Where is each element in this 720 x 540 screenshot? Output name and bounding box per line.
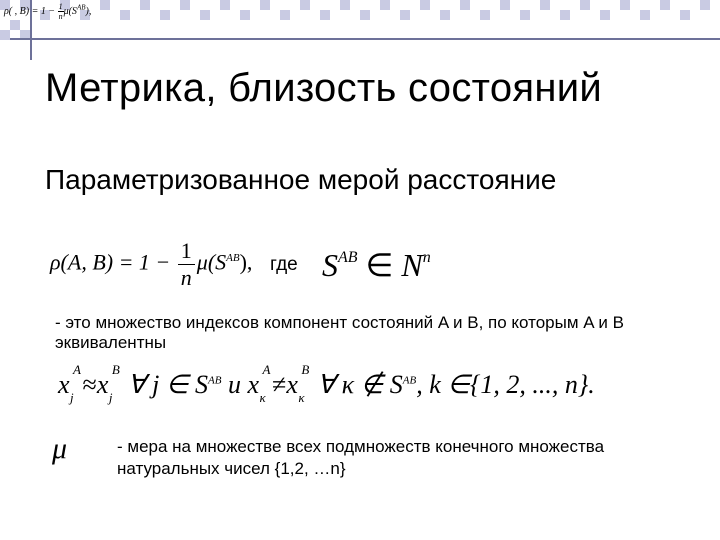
var-x: x	[58, 370, 70, 399]
checker-square	[360, 10, 370, 20]
header-horizontal-rule	[10, 38, 720, 40]
var-x-b-j	[96, 362, 120, 405]
checker-square	[140, 0, 150, 10]
checker-square	[0, 30, 10, 40]
distance-formula	[50, 238, 252, 291]
index-set-symbol: S	[322, 247, 338, 283]
checker-square	[240, 10, 250, 20]
checker-square	[400, 10, 410, 20]
approx-symbol: ≈	[82, 370, 97, 399]
checker-square	[300, 0, 310, 10]
mu-symbol: μ	[52, 432, 68, 465]
naturals-sup: n	[422, 249, 431, 266]
checker-square	[420, 0, 430, 10]
slide-subtitle: Параметризованное мерой расстояние	[45, 164, 557, 195]
checker-square	[600, 10, 610, 20]
corner-formula-rhs: μ(S	[63, 5, 77, 17]
checker-square	[500, 0, 510, 10]
checker-square	[160, 10, 170, 20]
var-sub: κ	[259, 390, 266, 405]
checker-square	[560, 10, 570, 20]
equivalence-formula	[58, 362, 595, 405]
slide-title: Метрика, близость состояний	[45, 66, 603, 110]
checker-square	[540, 0, 550, 10]
checker-square	[100, 0, 110, 10]
not-equal-symbol: ≠	[272, 370, 287, 399]
and-word: u	[221, 370, 248, 399]
var-sub: κ	[298, 390, 305, 405]
var-sup: B	[301, 362, 310, 377]
var-sup: A	[262, 362, 271, 377]
checker-square	[640, 10, 650, 20]
distance-formula-end: ),	[239, 249, 253, 275]
checker-square	[700, 0, 710, 10]
distance-frac-num: 1	[178, 238, 195, 265]
forall-k-clause: ∀ κ ∉ S	[310, 370, 403, 399]
corner-frac-num: 1	[58, 2, 63, 11]
var-x-b-k	[286, 362, 310, 405]
distance-frac-den: n	[180, 265, 192, 290]
checker-square	[380, 0, 390, 10]
checker-square	[680, 10, 690, 20]
checker-square	[580, 0, 590, 10]
forall-k-sup: AB	[402, 374, 417, 387]
checker-square	[440, 10, 450, 20]
element-of-symbol: ∈	[357, 247, 402, 283]
checker-square	[520, 10, 530, 20]
checker-square	[660, 0, 670, 10]
checker-square	[200, 10, 210, 20]
distance-formula-rhs: μ(S	[196, 249, 227, 275]
forall-j-sup: AB	[208, 374, 222, 387]
corner-frac-den: n	[58, 12, 63, 21]
var-x: x	[247, 370, 260, 399]
checker-square	[120, 10, 130, 20]
where-label: где	[270, 254, 298, 275]
checker-square	[10, 20, 20, 30]
naturals-symbol: N	[401, 247, 423, 283]
distance-formula-lhs: ρ(A, B) = 1 −	[50, 249, 176, 275]
corner-formula-lhs: ρ( , B) = 1 −	[4, 5, 58, 17]
corner-formula-end: ),	[85, 5, 92, 17]
checker-square	[180, 0, 190, 10]
corner-formula	[4, 2, 91, 21]
checker-square	[280, 10, 290, 20]
k-range-clause: , k ∈{1, 2, ..., n}.	[416, 370, 595, 399]
index-set-description: - это множество индексов компонент состояний A и B, по которым A и B эквивалентны	[55, 313, 624, 352]
index-set-sup: AB	[338, 249, 358, 266]
checker-square	[340, 0, 350, 10]
var-sub: j	[70, 390, 74, 405]
var-x-a-k	[247, 362, 271, 405]
var-x: x	[96, 370, 109, 399]
forall-j-clause: ∀ j ∈ S	[121, 370, 209, 399]
checker-square	[320, 10, 330, 20]
var-x: x	[286, 370, 298, 399]
var-sub: j	[108, 390, 113, 405]
corner-formula-sup: AB	[76, 3, 86, 12]
var-sup: A	[73, 362, 81, 377]
checker-square	[480, 10, 490, 20]
var-x-a-j	[58, 362, 81, 405]
distance-formula-sup: AB	[226, 252, 240, 265]
checker-square	[260, 0, 270, 10]
index-set-formula	[322, 246, 431, 284]
measure-description: - мера на множестве всех подмножеств конечного множества натуральных чисел {1,2, …n}	[117, 437, 605, 478]
checker-square	[460, 0, 470, 10]
var-sup: B	[111, 362, 120, 377]
checker-square	[220, 0, 230, 10]
checker-square	[620, 0, 630, 10]
distance-formula-fraction	[178, 238, 195, 291]
